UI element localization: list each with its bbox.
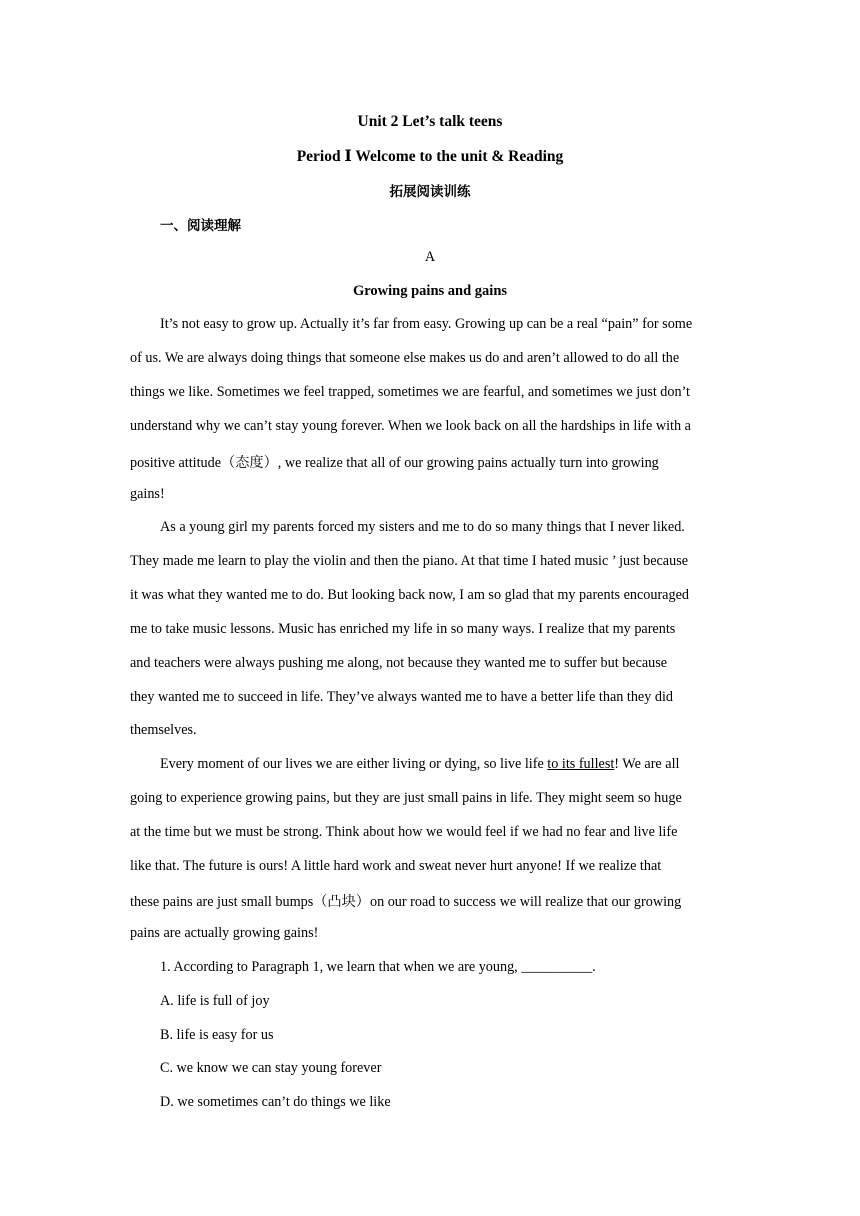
option-c: C. we know we can stay young forever — [160, 1060, 382, 1076]
paragraph-1-line-3: things we like. Sometimes we feel trapped, sometimes we are fearful, and sometimes we just don’t — [130, 384, 690, 400]
underlined-phrase: to its fullest — [547, 756, 615, 772]
paragraph-2-line-6: they wanted me to succeed in life. They’ve always wanted me to have a better life than they did — [130, 689, 673, 705]
unit-title: Unit 2 Let’s talk teens — [357, 113, 503, 130]
paragraph-3-line-4: like that. The future is ours! A little hard work and sweat never hurt anyone! If we realize that — [130, 858, 662, 874]
paragraph-1-line-1: It’s not easy to grow up. Actually it’s far from easy. Growing up can be a real “pain” for some — [160, 316, 693, 332]
paragraph-1-line-5: positive attitude（态度）, we realize that all of our growing pains actually turn into growing — [130, 455, 659, 471]
passage-letter: A — [424, 249, 436, 265]
paragraph-3-text-end: ! We are all — [614, 756, 680, 772]
paragraph-3-line-5: these pains are just small bumps（凸块）on our road to success we will realize that our growing — [130, 894, 682, 910]
paragraph-2-line-3: it was what they wanted me to do. But looking back now, I am so glad that my parents encouraged — [130, 587, 689, 603]
question-stem: 1. According to Paragraph 1, we learn that when we are young, __________. — [160, 959, 596, 975]
exercise-subtitle: 拓展阅读训练 — [389, 184, 471, 200]
paragraph-2-line-5: and teachers were always pushing me along, not because they wanted me to suffer but because — [130, 655, 668, 671]
paragraph-3-text: Every moment of our lives we are either living or dying, so live life — [160, 756, 548, 772]
paragraph-3-line-3: at the time but we must be strong. Think about how we would feel if we had no fear and live life — [130, 824, 678, 840]
paragraph-3-line-1 — [160, 756, 679, 773]
period-title: Period Ⅰ Welcome to the unit & Reading — [296, 148, 564, 165]
passage-title: Growing pains and gains — [352, 283, 508, 299]
option-d: D. we sometimes can’t do things we like — [160, 1094, 391, 1110]
option-a: A. life is full of joy — [160, 993, 270, 1009]
paragraph-2-line-2: They made me learn to play the violin and then the piano. At that time I hated music ’ just because — [130, 553, 689, 569]
paragraph-2-line-4: me to take music lessons. Music has enriched my life in so many ways. I realize that my parents — [130, 621, 676, 637]
paragraph-1-line-2: of us. We are always doing things that someone else makes us do and aren’t allowed to do all the — [130, 350, 680, 366]
paragraph-1-line-4: understand why we can’t stay young forever. When we look back on all the hardships in life with a — [130, 418, 691, 434]
paragraph-3-line-6: pains are actually growing gains! — [130, 925, 319, 941]
paragraph-1-line-6: gains! — [130, 486, 165, 502]
section-heading: 一、阅读理解 — [160, 218, 241, 234]
paragraph-2-line-7: themselves. — [130, 722, 197, 738]
paragraph-2-line-1: As a young girl my parents forced my sisters and me to do so many things that I never liked. — [160, 519, 685, 535]
paragraph-3-line-2: going to experience growing pains, but they are just small pains in life. They might seem so huge — [130, 790, 682, 806]
option-b: B. life is easy for us — [160, 1027, 274, 1043]
